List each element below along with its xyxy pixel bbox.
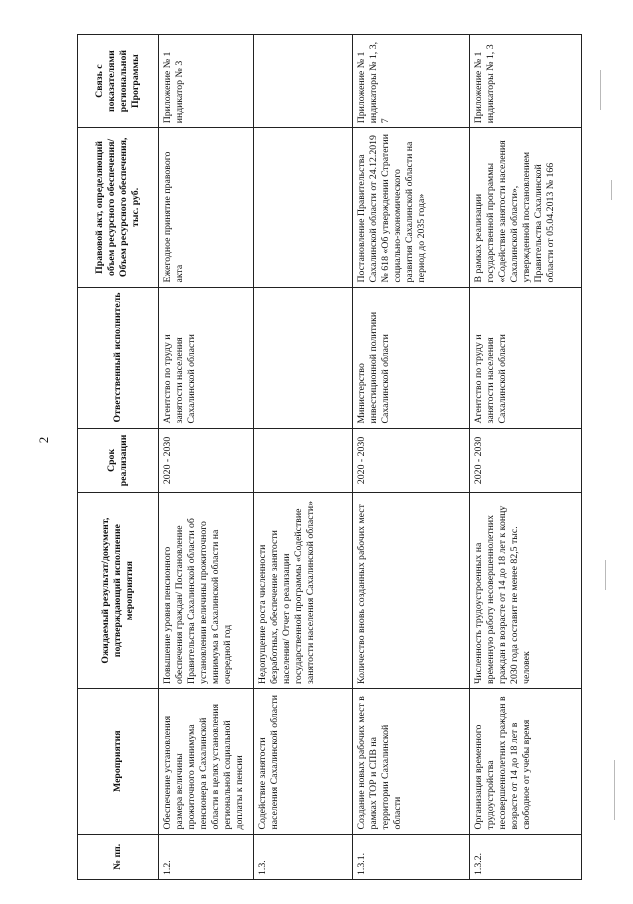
row-event: Создание новых рабочих мест в рамках ТОР и СПВ на территории Сахалинской области — [353, 688, 470, 834]
header-executor: Ответственный исполнитель — [78, 287, 159, 428]
table-row — [470, 35, 582, 880]
row-num: 1.2. — [159, 834, 254, 879]
row-link: Приложение № 1 индикаторы № 1, 3, 7 — [353, 35, 470, 128]
row-result: Численность трудоустроенных на временную работу несовершеннолетних граждан в возрасте от 14 до 18 лет к концу 2030 года составит не менее 82,5 тыс. человек — [470, 493, 582, 689]
page-number: 2 — [36, 436, 51, 444]
row-act: В рамках реализации государственной программы «Содействие занятости населения Сахалинской области», утвержденной постановлением Правительства Сахалинской области от 05.04.2013 № 166 — [470, 128, 582, 287]
table-row — [353, 35, 470, 880]
row-num: 1.3.1. — [353, 834, 470, 879]
row-term — [254, 428, 353, 493]
row-link: Приложение № 1 индикаторы № 1, 3 — [470, 35, 582, 128]
row-act — [254, 128, 353, 287]
row-executor: Агентство по труду и занятости населения Сахалинской области — [159, 287, 254, 428]
row-num: 1.3. — [254, 834, 353, 879]
row-result: Повышение уровня пенсионного обеспечения граждан/ Постановление Правительства Сахалинской области об установлении величины прожиточного минимума в Сахалинской области на очередной год — [159, 493, 254, 689]
row-term: 2020 - 2030 — [353, 428, 470, 493]
scan-artifact — [614, 760, 615, 820]
measures-table — [77, 34, 582, 880]
header-result: Ожидаемый результат/документ, подтверждающий исполнение мероприятия — [78, 493, 159, 689]
row-act: Постановление Правительства Сахалинской области от 24.12.2019 № 618 «Об утверждении Стратегии социально-экономического развития Сахалинской области на период до 2035 года» — [353, 128, 470, 287]
row-result: Недопущение роста численности безработных, обеспечение занятости населения/ Отчет о реализации государственной программы «Содействие занятости населения Сахалинской области» — [254, 493, 353, 689]
row-result: Количество вновь созданных рабочих мест — [353, 493, 470, 689]
header-term: Срок реализации — [78, 428, 159, 493]
header-event: Мероприятия — [78, 688, 159, 834]
row-act: Ежегодное принятие правового акта — [159, 128, 254, 287]
row-executor: Агентство по труду и занятости населения Сахалинской области — [470, 287, 582, 428]
header-row — [78, 35, 159, 880]
row-term: 2020 - 2030 — [159, 428, 254, 493]
scan-artifact — [611, 180, 612, 200]
row-event: Содействие занятости населения Сахалинской области — [254, 688, 353, 834]
row-term: 2020 - 2030 — [470, 428, 582, 493]
row-event: Обеспечение установления размера величины прожиточного минимума пенсионера в Сахалинской области в целях установления региональной социальной доплаты к пенсии — [159, 688, 254, 834]
row-event: Организация временного трудоустройства несовершеннолетних граждан в возрасте от 14 до 18 лет в свободное от учебы время — [470, 688, 582, 834]
table-row — [254, 35, 353, 880]
table-row — [159, 35, 254, 880]
row-link — [254, 35, 353, 128]
row-num: 1.3.2. — [470, 834, 582, 879]
scan-artifact — [605, 560, 606, 590]
row-executor — [254, 287, 353, 428]
row-executor: Министерство инвестиционной политики Сахалинской области — [353, 287, 470, 428]
header-link: Связь с показателями региональной Программы — [78, 35, 159, 128]
rotated-page — [77, 34, 577, 880]
row-link: Приложение № 1 индикатор № 3 — [159, 35, 254, 128]
header-num: № пп. — [78, 834, 159, 879]
scan-artifact — [600, 70, 601, 110]
header-act: Правовой акт, определяющий объем ресурсного обеспечения/Объем ресурсного обеспечения, тыс. руб. — [78, 128, 159, 287]
